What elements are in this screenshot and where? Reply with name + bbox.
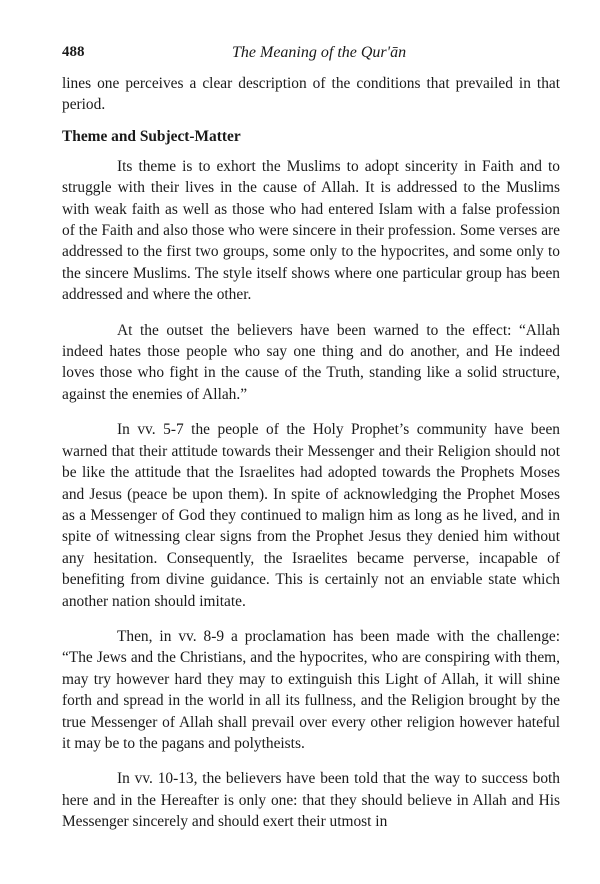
paragraph-vv-5-7: In vv. 5-7 the people of the Holy Prophet’s community have been warned that their attitude towards their Messenger and their Religion should not be like the attitude that the Israelites had adopted towards the Prophets Moses and Jesus (peace be upon them). In spite of acknowledging the Prophet Moses as a Messenger of God they continued to malign him as long as he lived, and in spite of witnessing clear signs from the Prophet Jesus they denied him without any hesitation. Consequently, the Israelites became perverse, incapable of benefiting from divine guidance. This is certainly not an enviable state which another nation should imitate. — [62, 421, 560, 610]
running-title: The Meaning of the Qur'ān — [232, 44, 407, 61]
paragraph-outset: At the outset the believers have been warned to the effect: “Allah indeed hates those people who say one thing and do another, and He indeed loves those who fight in the cause of the Truth, standing like a solid structure, against the enemies of Allah.” — [62, 321, 560, 403]
paragraph-vv-10-13: In vv. 10-13, the believers have been told that the way to success both here and in the Hereafter is only one: that they should believe in Allah and His Messenger sincerely and should exert their utmost in — [62, 770, 560, 831]
section-heading: Theme and Subject-Matter — [62, 127, 241, 145]
running-head — [62, 44, 560, 68]
paragraph-theme: Its theme is to exhort the Muslims to adopt sincerity in Faith and to struggle with their lives in the cause of Allah. It is addressed to the Muslims with weak faith as well as those who had entered Islam with a false profession of the Faith and also those who were sincere in their profession. Some verses are addressed to the first two groups, some only to the hypocrites, and some only to the sincere Muslims. The style itself shows where one particular group has been addressed and where the other. — [62, 157, 560, 304]
paragraph-vv-8-9: Then, in vv. 8-9 a proclamation has been made with the challenge: “The Jews and the Christians, and the hypocrites, who are conspiring with them, may try however hard they may to extinguish this Light of Allah, it will shine forth and spread in the world in all its fullness, and the Religion brought by the true Messenger of Allah shall prevail over every other religion however hateful it may be to the pagans and polytheists. — [62, 627, 560, 752]
page-number: 488 — [62, 44, 85, 60]
continuation-paragraph: lines one perceives a clear description of the conditions that prevailed in that period. — [62, 75, 560, 114]
